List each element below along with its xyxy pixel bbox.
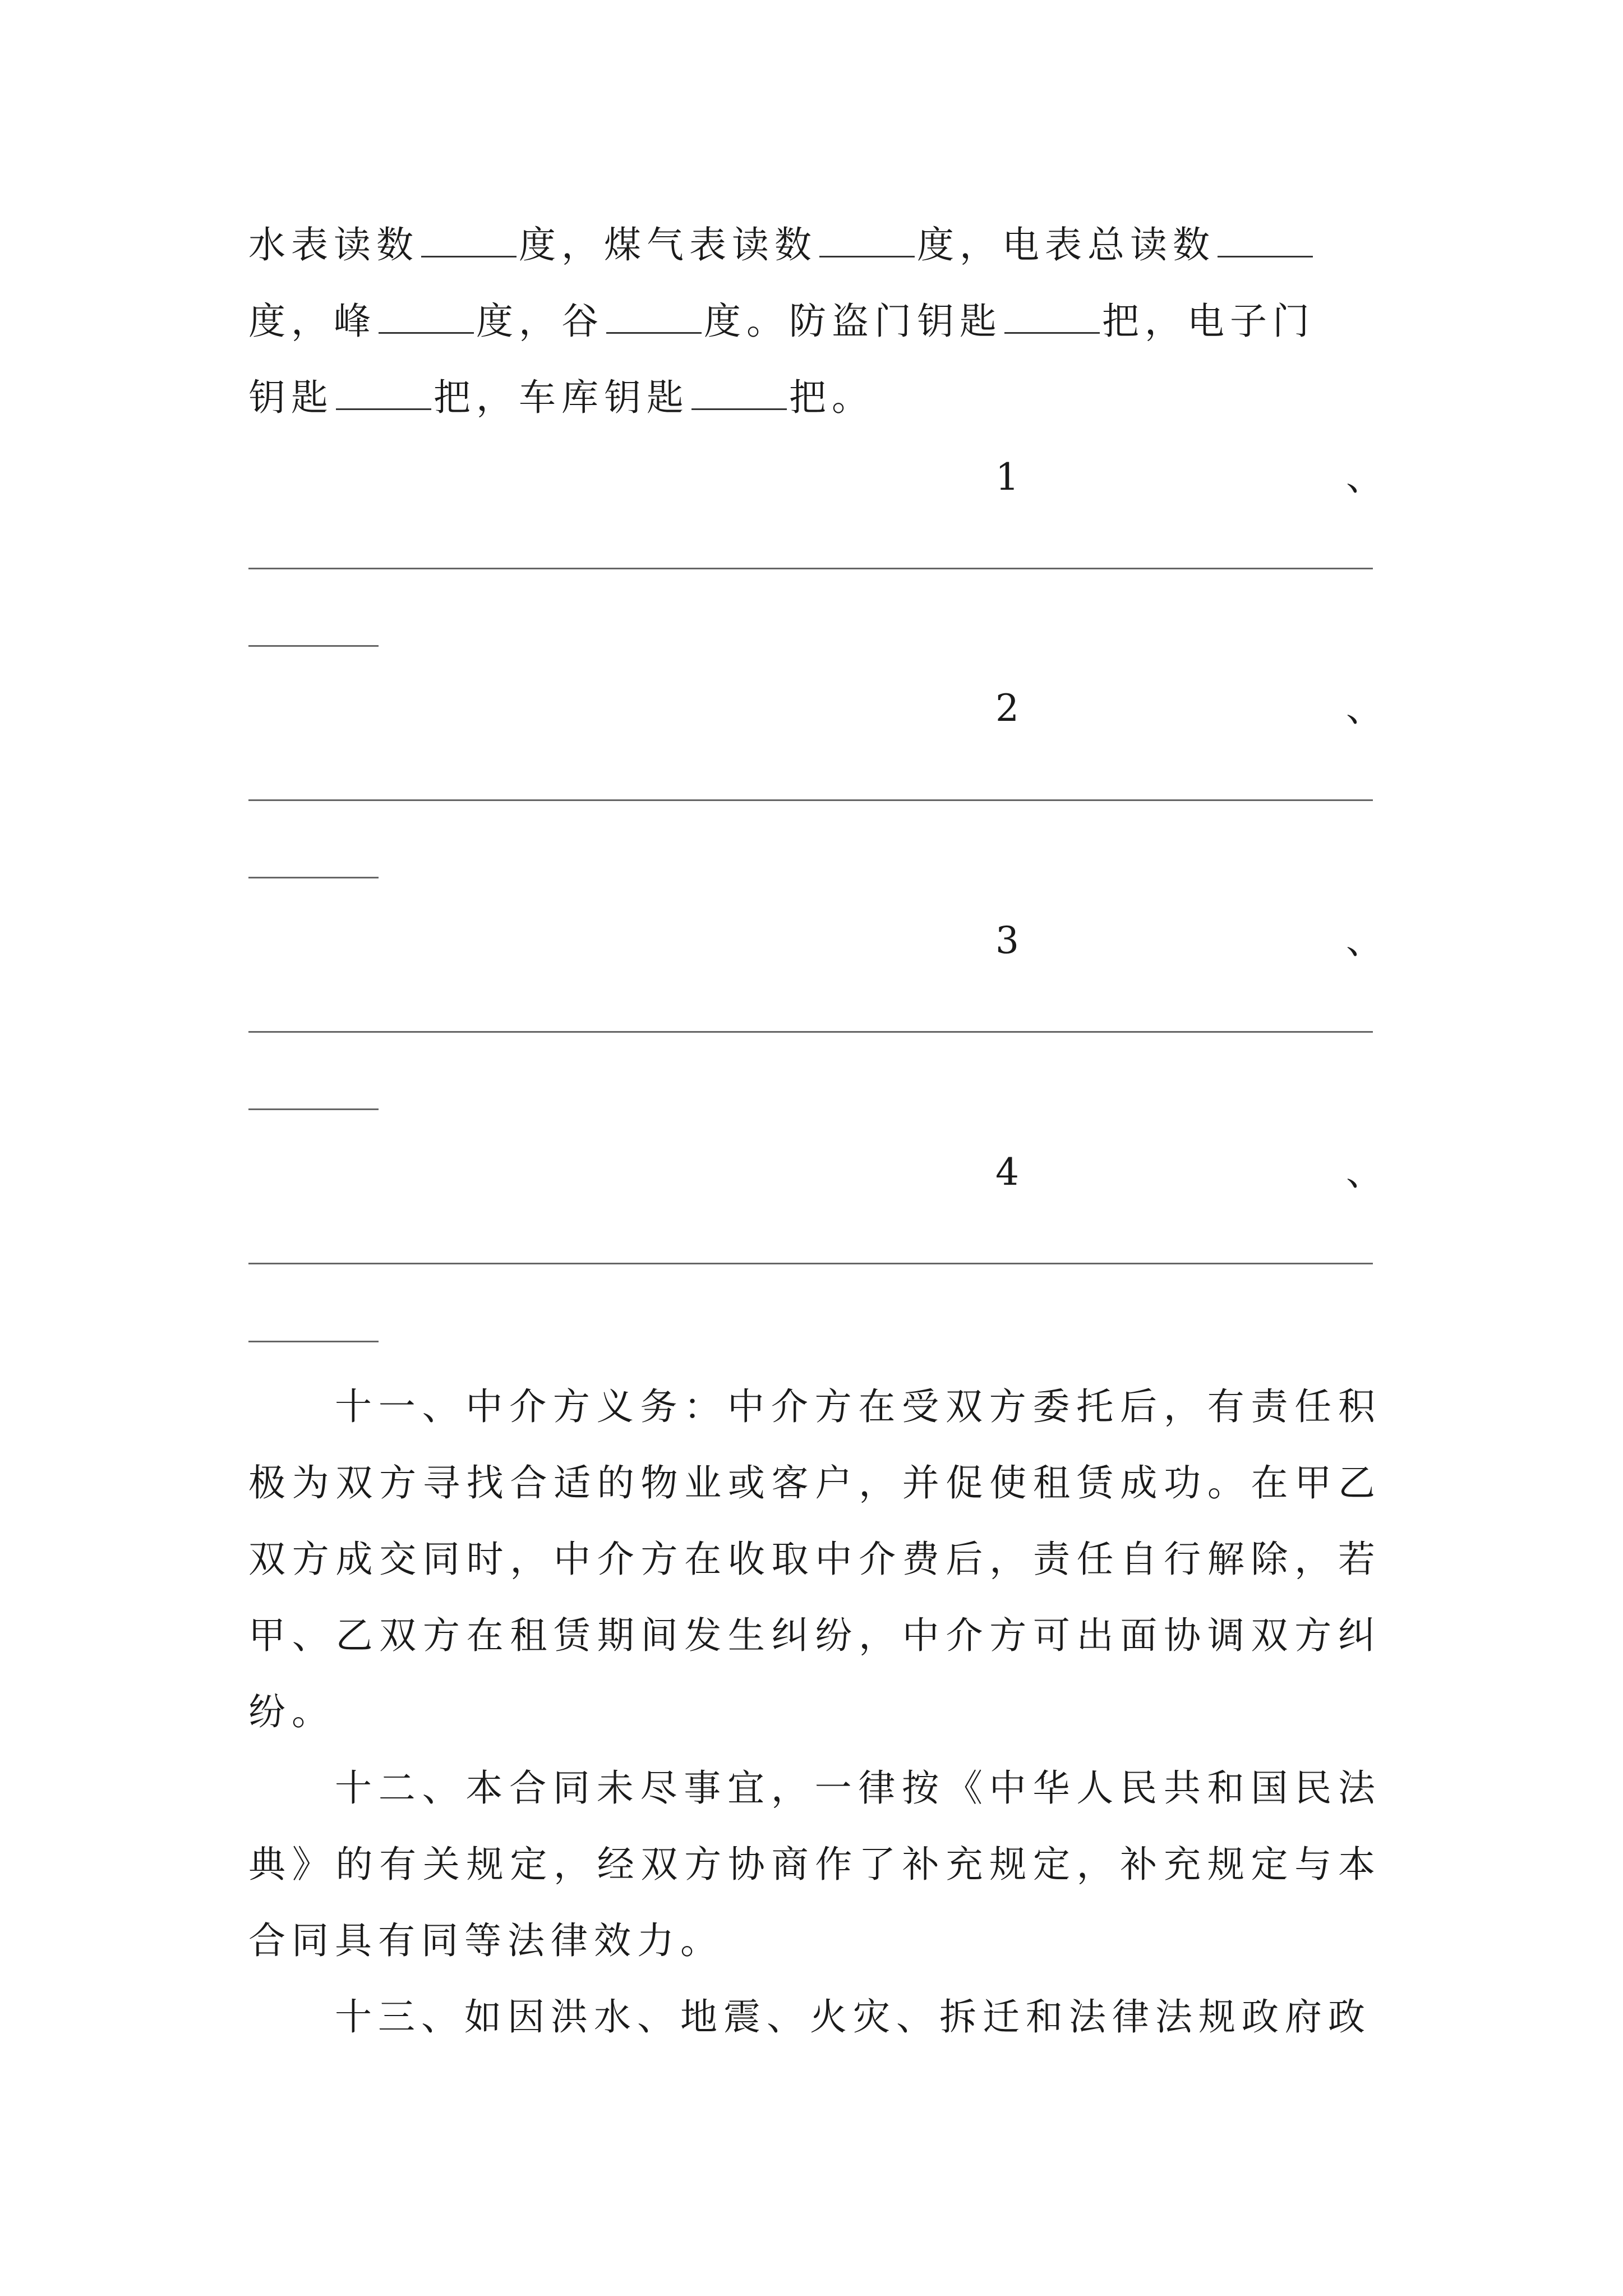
item-3-number: 3	[995, 919, 1019, 962]
item-2-number: 2	[995, 687, 1019, 730]
water-reading-blank	[421, 222, 517, 257]
valley-label: 度，谷	[476, 300, 604, 343]
item-2-fill-line-end	[248, 877, 379, 878]
item-1-fill-line	[248, 568, 1373, 569]
security-door-key-label: 度。防盗门钥匙	[704, 300, 1002, 343]
electronic-key-count-blank	[336, 375, 431, 410]
key-label: 钥匙	[248, 376, 334, 419]
garage-key-label: 把，车库钥匙	[434, 376, 689, 419]
item-4-fill-line	[248, 1263, 1373, 1264]
item-1-separator: 、	[1346, 455, 1383, 499]
gas-reading-blank	[819, 222, 915, 257]
item-4-separator: 、	[1346, 1151, 1383, 1194]
key-end-label: 把。	[789, 376, 874, 419]
peak-reading-blank	[379, 298, 474, 334]
item-4-number: 4	[995, 1151, 1019, 1194]
item-3-fill-line-end	[248, 1108, 379, 1110]
meter-line-1	[248, 220, 1315, 270]
item-2-separator: 、	[1346, 687, 1383, 730]
meter-line-2	[248, 296, 1315, 347]
garage-key-count-blank	[691, 375, 787, 410]
water-meter-label: 水表读数	[248, 223, 419, 266]
electric-meter-label: 度，电表总读数	[917, 223, 1215, 266]
gas-meter-label: 度，煤气表读数	[519, 223, 817, 266]
clause-eleven: 十一、中介方义务：中介方在受双方委托后，有责任积极为双方寻找合适的物业或客户，并促使租赁成功。在甲乙双方成交同时，中介方在收取中介费后，责任自行解除，若甲、乙双方在租赁期间发生纠纷，中介方可出面协调双方纠纷。	[248, 1385, 1381, 1733]
item-4-fill-line-end	[248, 1341, 379, 1342]
item-1-fill-line-end	[248, 645, 379, 647]
clause-twelve: 十二、本合同未尽事宜，一律按《中华人民共和国民法典》的有关规定，经双方协商作了补充规定，补充规定与本合同具有同等法律效力。	[248, 1766, 1381, 1962]
electronic-door-label: 把，电子门	[1102, 300, 1315, 343]
item-2-fill-line	[248, 799, 1373, 801]
clause-thirteen: 十三、如因洪水、地震、火灾、拆迁和法律法规政府政	[335, 1995, 1371, 2039]
valley-reading-blank	[606, 298, 702, 334]
item-1-number: 1	[995, 455, 1019, 499]
item-3-fill-line	[248, 1031, 1373, 1033]
meter-line-3	[248, 372, 874, 423]
item-3-separator: 、	[1346, 919, 1383, 962]
security-key-count-blank	[1004, 298, 1100, 334]
peak-label: 度，峰	[248, 300, 376, 343]
electric-reading-blank	[1218, 222, 1313, 257]
